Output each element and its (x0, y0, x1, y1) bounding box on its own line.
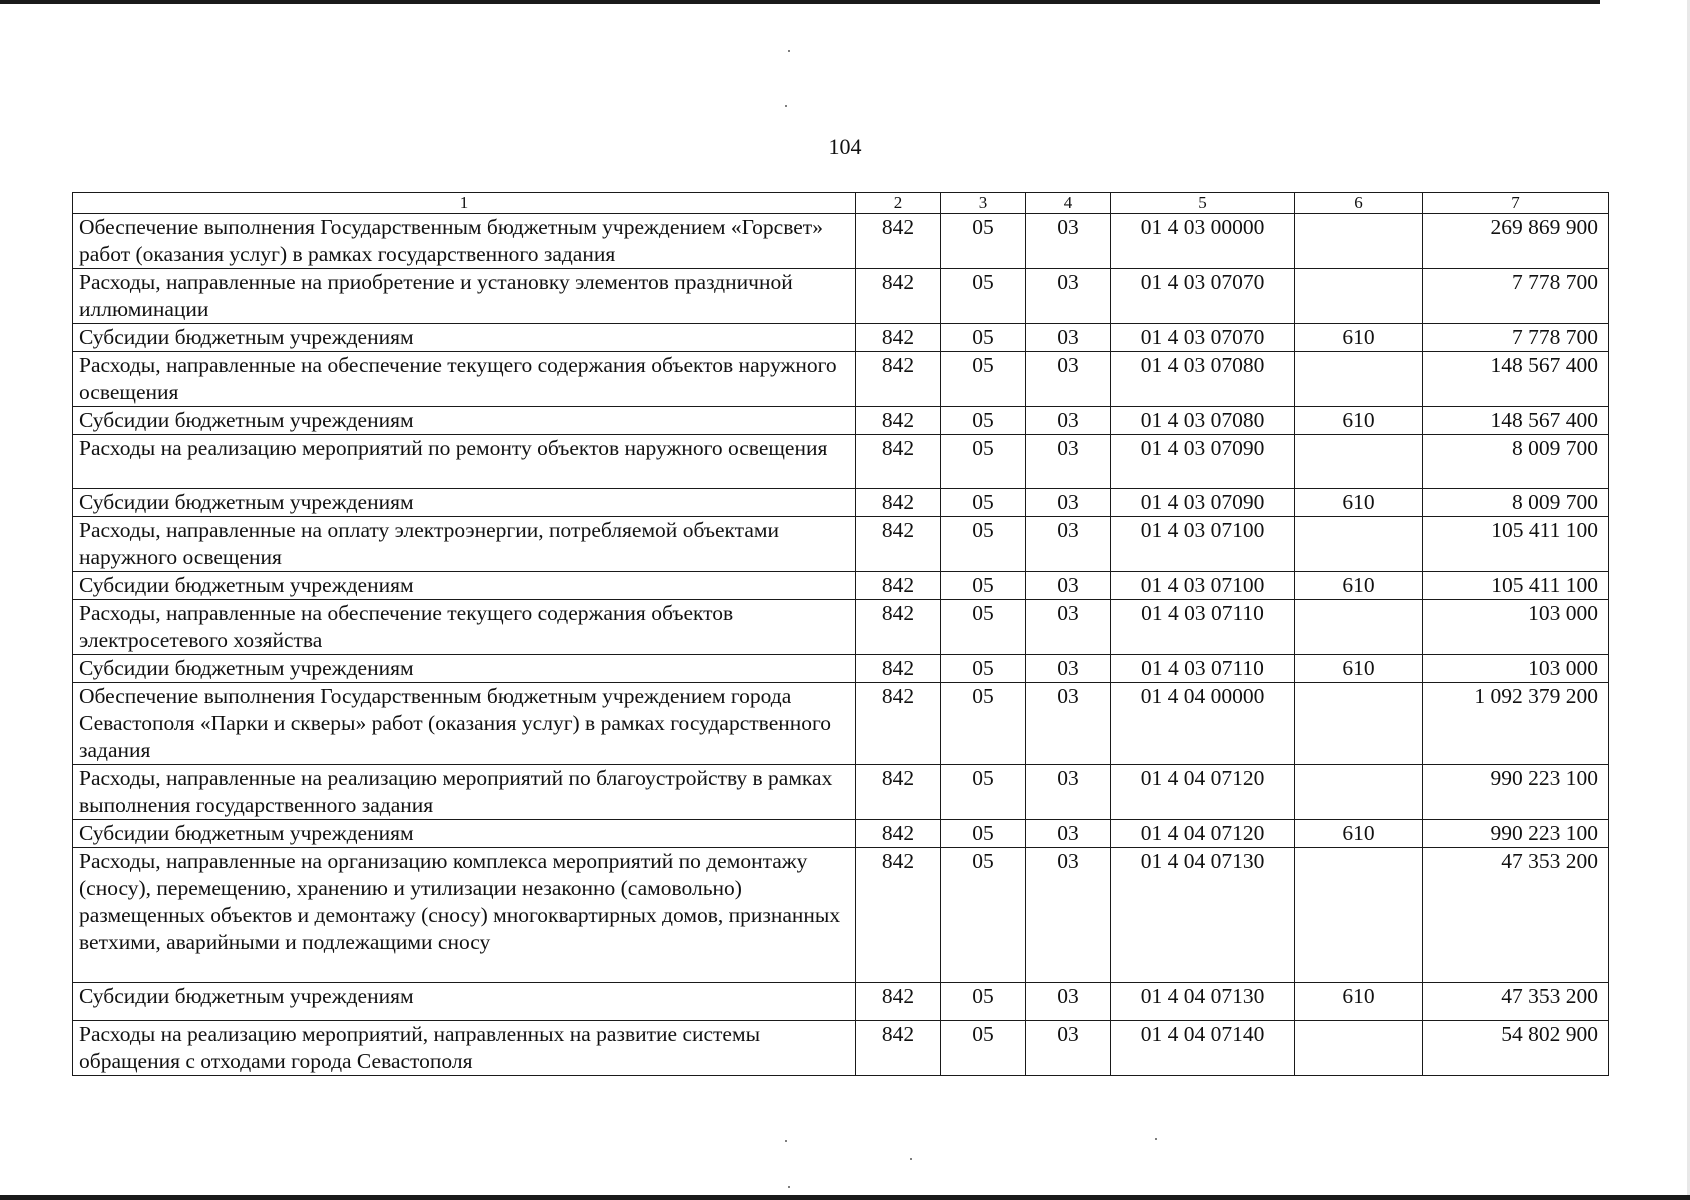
table-row (73, 269, 1609, 324)
subsection-cell: 03 (1026, 324, 1111, 352)
amount-cell: 148 567 400 (1423, 407, 1609, 435)
budget-table-container (72, 192, 1608, 1076)
ministry-code-cell: 842 (856, 848, 941, 983)
expense-type-cell (1295, 683, 1423, 765)
amount-cell: 990 223 100 (1423, 820, 1609, 848)
table-row (73, 600, 1609, 655)
target-article-cell: 01 4 03 07070 (1111, 269, 1295, 324)
amount-cell: 8 009 700 (1423, 435, 1609, 489)
section-cell: 05 (941, 655, 1026, 683)
target-article-cell: 01 4 03 07090 (1111, 489, 1295, 517)
expense-name-cell: Расходы на реализацию мероприятий по ремонту объектов наружного освещения (73, 435, 856, 489)
amount-cell: 54 802 900 (1423, 1021, 1609, 1076)
subsection-cell: 03 (1026, 435, 1111, 489)
expense-type-cell (1295, 517, 1423, 572)
expense-name-cell: Субсидии бюджетным учреждениям (73, 820, 856, 848)
table-row (73, 517, 1609, 572)
header-cell: 6 (1295, 193, 1423, 214)
expense-type-cell: 610 (1295, 983, 1423, 1021)
header-cell: 4 (1026, 193, 1111, 214)
target-article-cell: 01 4 03 00000 (1111, 214, 1295, 269)
amount-cell: 47 353 200 (1423, 983, 1609, 1021)
target-article-cell: 01 4 03 07100 (1111, 572, 1295, 600)
table-row (73, 572, 1609, 600)
expense-name-cell: Расходы на реализацию мероприятий, направленных на развитие системы обращения с отходами города Севастополя (73, 1021, 856, 1076)
ministry-code-cell: 842 (856, 407, 941, 435)
expense-type-cell (1295, 269, 1423, 324)
section-cell: 05 (941, 820, 1026, 848)
table-row (73, 820, 1609, 848)
section-cell: 05 (941, 489, 1026, 517)
section-cell: 05 (941, 983, 1026, 1021)
table-row (73, 435, 1609, 489)
ministry-code-cell: 842 (856, 1021, 941, 1076)
expense-type-cell: 610 (1295, 572, 1423, 600)
scan-speck (785, 105, 787, 107)
expense-name-cell: Субсидии бюджетным учреждениям (73, 489, 856, 517)
target-article-cell: 01 4 03 07090 (1111, 435, 1295, 489)
section-cell: 05 (941, 435, 1026, 489)
ministry-code-cell: 842 (856, 820, 941, 848)
subsection-cell: 03 (1026, 983, 1111, 1021)
expense-name-cell: Расходы, направленные на обеспечение текущего содержания объектов электросетевого хозяйства (73, 600, 856, 655)
section-cell: 05 (941, 600, 1026, 655)
target-article-cell: 01 4 04 07140 (1111, 1021, 1295, 1076)
expense-name-cell: Расходы, направленные на обеспечение текущего содержания объектов наружного освещения (73, 352, 856, 407)
header-cell: 3 (941, 193, 1026, 214)
target-article-cell: 01 4 04 07120 (1111, 820, 1295, 848)
target-article-cell: 01 4 03 07070 (1111, 324, 1295, 352)
subsection-cell: 03 (1026, 517, 1111, 572)
expense-name-cell: Субсидии бюджетным учреждениям (73, 655, 856, 683)
page-number: 104 (828, 134, 862, 159)
amount-cell: 47 353 200 (1423, 848, 1609, 983)
expense-type-cell (1295, 435, 1423, 489)
section-cell: 05 (941, 269, 1026, 324)
scan-edge-top (0, 0, 1600, 4)
scan-speck (785, 1140, 787, 1142)
scan-speck (788, 50, 790, 52)
table-row (73, 683, 1609, 765)
target-article-cell: 01 4 04 07130 (1111, 983, 1295, 1021)
expense-name-cell: Расходы, направленные на оплату электроэнергии, потребляемой объектами наружного освещения (73, 517, 856, 572)
target-article-cell: 01 4 03 07110 (1111, 600, 1295, 655)
target-article-cell: 01 4 03 07110 (1111, 655, 1295, 683)
target-article-cell: 01 4 04 07120 (1111, 765, 1295, 820)
amount-cell: 1 092 379 200 (1423, 683, 1609, 765)
table-row (73, 848, 1609, 983)
target-article-cell: 01 4 03 07080 (1111, 407, 1295, 435)
subsection-cell: 03 (1026, 655, 1111, 683)
section-cell: 05 (941, 572, 1026, 600)
ministry-code-cell: 842 (856, 324, 941, 352)
subsection-cell: 03 (1026, 352, 1111, 407)
expense-type-cell (1295, 352, 1423, 407)
expense-type-cell: 610 (1295, 324, 1423, 352)
ministry-code-cell: 842 (856, 489, 941, 517)
ministry-code-cell: 842 (856, 983, 941, 1021)
subsection-cell: 03 (1026, 269, 1111, 324)
amount-cell: 105 411 100 (1423, 517, 1609, 572)
target-article-cell: 01 4 03 07100 (1111, 517, 1295, 572)
section-cell: 05 (941, 214, 1026, 269)
ministry-code-cell: 842 (856, 572, 941, 600)
ministry-code-cell: 842 (856, 765, 941, 820)
scan-speck (1155, 1138, 1157, 1140)
subsection-cell: 03 (1026, 600, 1111, 655)
ministry-code-cell: 842 (856, 352, 941, 407)
subsection-cell: 03 (1026, 1021, 1111, 1076)
section-cell: 05 (941, 324, 1026, 352)
ministry-code-cell: 842 (856, 517, 941, 572)
table-row (73, 489, 1609, 517)
amount-cell: 105 411 100 (1423, 572, 1609, 600)
subsection-cell: 03 (1026, 765, 1111, 820)
scan-speck (910, 1158, 912, 1160)
header-cell: 5 (1111, 193, 1295, 214)
table-row (73, 324, 1609, 352)
ministry-code-cell: 842 (856, 655, 941, 683)
target-article-cell: 01 4 03 07080 (1111, 352, 1295, 407)
amount-cell: 269 869 900 (1423, 214, 1609, 269)
expense-type-cell (1295, 1021, 1423, 1076)
expense-type-cell (1295, 600, 1423, 655)
subsection-cell: 03 (1026, 848, 1111, 983)
expense-name-cell: Субсидии бюджетным учреждениям (73, 983, 856, 1021)
table-row (73, 983, 1609, 1021)
section-cell: 05 (941, 765, 1026, 820)
expense-type-cell (1295, 214, 1423, 269)
target-article-cell: 01 4 04 07130 (1111, 848, 1295, 983)
subsection-cell: 03 (1026, 214, 1111, 269)
expense-type-cell: 610 (1295, 489, 1423, 517)
amount-cell: 7 778 700 (1423, 269, 1609, 324)
amount-cell: 990 223 100 (1423, 765, 1609, 820)
expense-name-cell: Обеспечение выполнения Государственным бюджетным учреждением «Горсвет» работ (оказания услуг) в рамках государственного задания (73, 214, 856, 269)
expense-name-cell: Субсидии бюджетным учреждениям (73, 324, 856, 352)
budget-table (72, 192, 1609, 1076)
expense-name-cell: Расходы, направленные на реализацию мероприятий по благоустройству в рамках выполнения государственного задания (73, 765, 856, 820)
amount-cell: 7 778 700 (1423, 324, 1609, 352)
target-article-cell: 01 4 04 00000 (1111, 683, 1295, 765)
ministry-code-cell: 842 (856, 214, 941, 269)
header-cell: 1 (73, 193, 856, 214)
ministry-code-cell: 842 (856, 683, 941, 765)
section-cell: 05 (941, 683, 1026, 765)
expense-type-cell: 610 (1295, 407, 1423, 435)
table-row (73, 655, 1609, 683)
amount-cell: 8 009 700 (1423, 489, 1609, 517)
subsection-cell: 03 (1026, 572, 1111, 600)
section-cell: 05 (941, 407, 1026, 435)
section-cell: 05 (941, 1021, 1026, 1076)
expense-type-cell: 610 (1295, 820, 1423, 848)
expense-name-cell: Субсидии бюджетным учреждениям (73, 572, 856, 600)
expense-name-cell: Обеспечение выполнения Государственным бюджетным учреждением города Севастополя «Парки и скверы» работ (оказания услуг) в рамках государственного задания (73, 683, 856, 765)
table-row (73, 214, 1609, 269)
header-cell: 2 (856, 193, 941, 214)
budget-table-body (73, 193, 1609, 1076)
amount-cell: 103 000 (1423, 655, 1609, 683)
subsection-cell: 03 (1026, 407, 1111, 435)
table-row (73, 352, 1609, 407)
ministry-code-cell: 842 (856, 269, 941, 324)
scan-edge-bottom (0, 1195, 1690, 1200)
expense-name-cell: Расходы, направленные на организацию комплекса мероприятий по демонтажу (сносу), перемещению, хранению и утилизации незаконно (самовольно) размещенных объектов и демонтажу (сносу) многоквартирных домов, признанных ветхими, аварийными и подлежащими сносу (73, 848, 856, 983)
table-row (73, 407, 1609, 435)
header-cell: 7 (1423, 193, 1609, 214)
expense-type-cell: 610 (1295, 655, 1423, 683)
subsection-cell: 03 (1026, 683, 1111, 765)
table-row (73, 1021, 1609, 1076)
section-cell: 05 (941, 517, 1026, 572)
scan-speck (788, 1186, 790, 1188)
amount-cell: 103 000 (1423, 600, 1609, 655)
amount-cell: 148 567 400 (1423, 352, 1609, 407)
ministry-code-cell: 842 (856, 600, 941, 655)
table-header-row (73, 193, 1609, 214)
expense-type-cell (1295, 765, 1423, 820)
subsection-cell: 03 (1026, 820, 1111, 848)
section-cell: 05 (941, 352, 1026, 407)
subsection-cell: 03 (1026, 489, 1111, 517)
expense-type-cell (1295, 848, 1423, 983)
expense-name-cell: Субсидии бюджетным учреждениям (73, 407, 856, 435)
section-cell: 05 (941, 848, 1026, 983)
expense-name-cell: Расходы, направленные на приобретение и установку элементов праздничной иллюминации (73, 269, 856, 324)
ministry-code-cell: 842 (856, 435, 941, 489)
table-row (73, 765, 1609, 820)
